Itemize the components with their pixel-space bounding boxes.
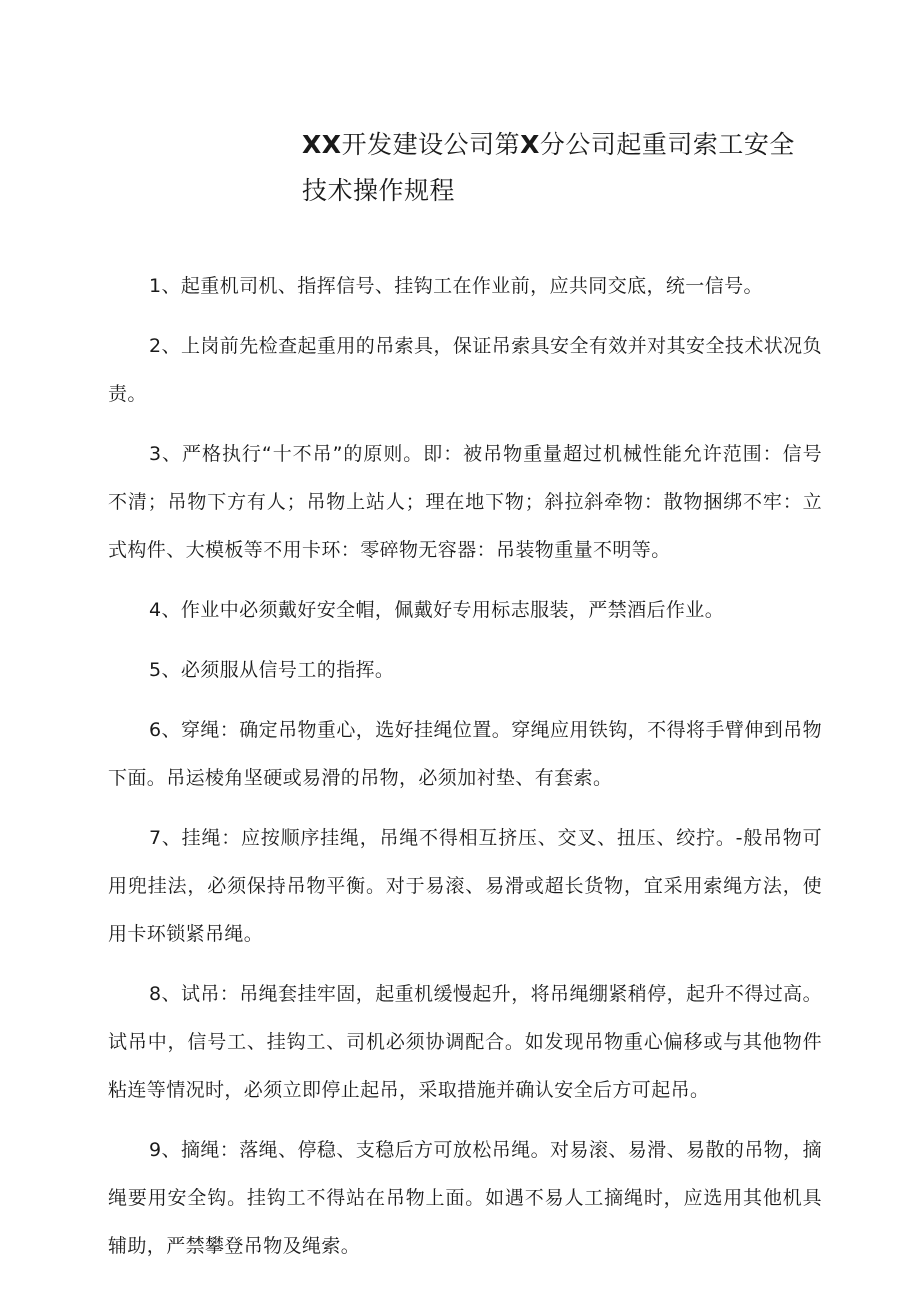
document-title: [302, 122, 802, 214]
paragraph-9: 9、摘绳：落绳、停稳、支稳后方可放松吊绳。对易滚、易滑、易散的吊物，摘绳要用安全钩。挂钩工不得站在吊物上面。如遇不易人工摘绳时，应选用其他机具辅助，严禁攀登吊物及绳索。: [108, 1139, 822, 1257]
paragraph-6: 6、穿绳：确定吊物重心，选好挂绳位置。穿绳应用铁钩，不得将手臂伸到吊物下面。吊运棱角坚硬或易滑的吊物，必须加衬垫、有套索。: [108, 719, 822, 789]
document-body: [108, 262, 822, 1282]
paragraph-5: 5、必须服从信号工的指挥。: [149, 659, 395, 681]
title-x: X: [520, 130, 540, 159]
paragraph-8: 8、试吊：吊绳套挂牢固，起重机缓慢起升，将吊绳绷紧稍停，起升不得过高。试吊中，信号工、挂钩工、司机必须协调配合。如发现吊物重心偏移或与其他物件粘连等情况时，必须立即停止起吊，采取措施并确认安全后方可起吊。: [108, 983, 822, 1101]
paragraph-2: 2、上岗前先检查起重用的吊索具，保证吊索具安全有效并对其安全技术状况负责。: [108, 335, 822, 405]
paragraph-3: 3、严格执行“十不吊”的原则。即：被吊物重量超过机械性能允许范围：信号不清；吊物下方有人；吊物上站人；理在地下物；斜拉斜牵物：散物捆绑不牢：立式构件、大模板等不用卡环：零碎物无容器：吊装物重量不明等。: [108, 443, 822, 561]
title-part-1: 开发建设公司第: [341, 130, 521, 159]
paragraph-1: 1、起重机司机、指挥信号、挂钩工在作业前，应共同交底，统一信号。: [149, 275, 763, 297]
title-prefix: XX: [302, 130, 342, 159]
paragraph-4: 4、作业中必须戴好安全帽，佩戴好专用标志服装，严禁酒后作业。: [149, 599, 725, 621]
title-part-2: 分公司起重司索工安全技术操作规程: [302, 130, 795, 205]
paragraph-7: 7、挂绳：应按顺序挂绳，吊绳不得相互挤压、交叉、扭压、绞拧。-般吊物可用兜挂法，必须保持吊物平衡。对于易滚、易滑或超长货物，宜采用索绳方法，使用卡环锁紧吊绳。: [108, 827, 822, 945]
